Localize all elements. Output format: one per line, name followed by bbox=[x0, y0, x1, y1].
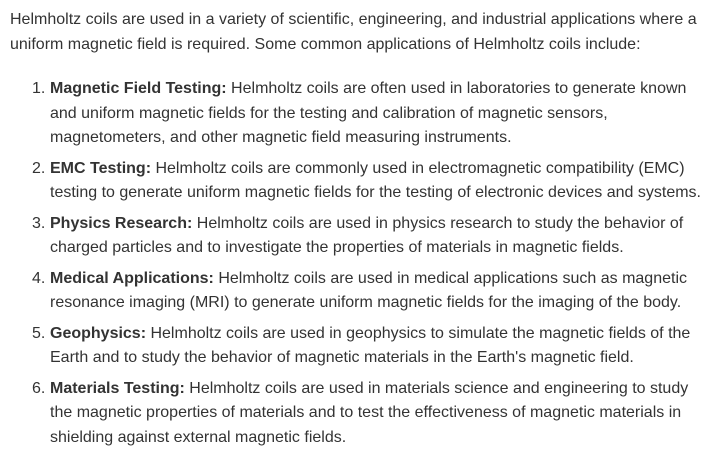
list-item-number: 5. bbox=[32, 324, 46, 342]
list-item-title: Geophysics: bbox=[50, 324, 147, 342]
list-item bbox=[32, 267, 701, 316]
list-item-number: 4. bbox=[32, 269, 46, 287]
list-item-number: 6. bbox=[32, 379, 46, 397]
list-item bbox=[32, 212, 701, 261]
list-item-number: 1. bbox=[32, 80, 46, 97]
applications-list bbox=[10, 77, 701, 450]
list-item-text: Helmholtz coils are used in physics research to study the behavior of charged particles and to investigate the properties of materials in magnetic fields. bbox=[50, 214, 684, 256]
list-item bbox=[32, 322, 701, 371]
list-item-text: Helmholtz coils are commonly used in electromagnetic compatibility (EMC) testing to generate uniform magnetic fields for the testing of electronic devices and systems. bbox=[50, 159, 701, 201]
list-item-text: Helmholtz coils are used in materials science and engineering to study the magnetic properties of materials and to test the effectiveness of magnetic materials in shielding against external magnetic fields. bbox=[50, 379, 689, 446]
list-item-text: Helmholtz coils are used in medical applications such as magnetic resonance imaging (MRI) to generate uniform magnetic fields for the imaging of the body. bbox=[50, 269, 687, 311]
list-item-title: EMC Testing: bbox=[50, 159, 152, 177]
list-item bbox=[32, 77, 701, 151]
list-item-title: Magnetic Field Testing: bbox=[50, 80, 227, 97]
list-item-title: Materials Testing: bbox=[50, 379, 185, 397]
list-item bbox=[32, 377, 701, 451]
list-item-number: 3. bbox=[32, 214, 46, 232]
list-item-title: Physics Research: bbox=[50, 214, 193, 232]
list-item-text: Helmholtz coils are often used in laboratories to generate known and uniform magnetic fields for the testing and calibration of magnetic sensors, magnetometers, and other magnetic field measuring instruments. bbox=[50, 80, 687, 146]
list-item-title: Medical Applications: bbox=[50, 269, 214, 287]
list-item bbox=[32, 157, 701, 206]
intro-paragraph: Helmholtz coils are used in a variety of scientific, engineering, and industrial applications where a uniform magnetic field is required. Some common applications of Helmholtz coils include: bbox=[10, 11, 697, 53]
list-item-number: 2. bbox=[32, 159, 46, 177]
list-item-text: Helmholtz coils are used in geophysics to simulate the magnetic fields of the Earth and to study the behavior of magnetic materials in the Earth's magnetic field. bbox=[50, 324, 691, 366]
